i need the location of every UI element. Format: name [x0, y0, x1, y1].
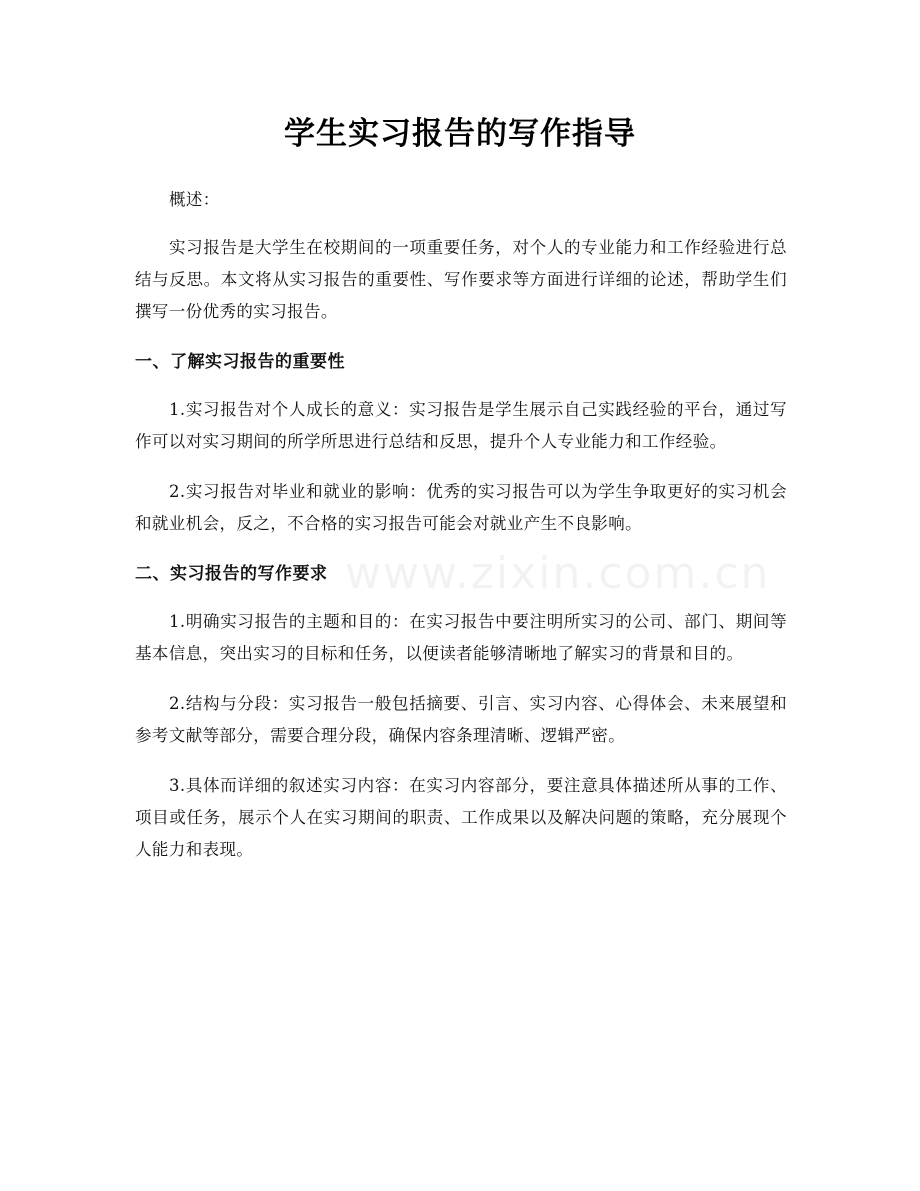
- section-2-item-2: 2.结构与分段：实习报告一般包括摘要、引言、实习内容、心得体会、未来展望和参考文献等部分，需要合理分段，确保内容条理清晰、逻辑严密。: [135, 694, 787, 745]
- watermark: www.zixin.com.cn: [345, 548, 771, 599]
- section-2-heading: 二、实习报告的写作要求: [135, 564, 328, 584]
- overview-label: 概述：: [169, 190, 220, 209]
- document-title: 学生实习报告的写作指导: [284, 116, 636, 152]
- section-2-item-1: 1.明确实习报告的主题和目的：在实习报告中要注明所实习的公司、部门、期间等基本信息，突出实习的目标和任务，以便读者能够清晰地了解实习的背景和目的。: [135, 612, 787, 663]
- section-1-item-2: 2.实习报告对毕业和就业的影响：优秀的实习报告可以为学生争取更好的实习机会和就业机会，反之，不合格的实习报告可能会对就业产生不良影响。: [135, 482, 787, 533]
- section-1-item-1: 1.实习报告对个人成长的意义：实习报告是学生展示自己实践经验的平台，通过写作可以对实习期间的所学所思进行总结和反思，提升个人专业能力和工作经验。: [135, 400, 787, 451]
- section-2-item-3: 3.具体而详细的叙述实习内容：在实习内容部分，要注意具体描述所从事的工作、项目或任务，展示个人在实习期间的职责、工作成果以及解决问题的策略，充分展现个人能力和表现。: [135, 776, 787, 859]
- section-1-heading: 一、了解实习报告的重要性: [135, 352, 345, 372]
- document-body: [135, 184, 787, 884]
- intro-paragraph: 实习报告是大学生在校期间的一项重要任务，对个人的专业能力和工作经验进行总结与反思。本文将从实习报告的重要性、写作要求等方面进行详细的论述，帮助学生们撰写一份优秀的实习报告。: [135, 238, 787, 321]
